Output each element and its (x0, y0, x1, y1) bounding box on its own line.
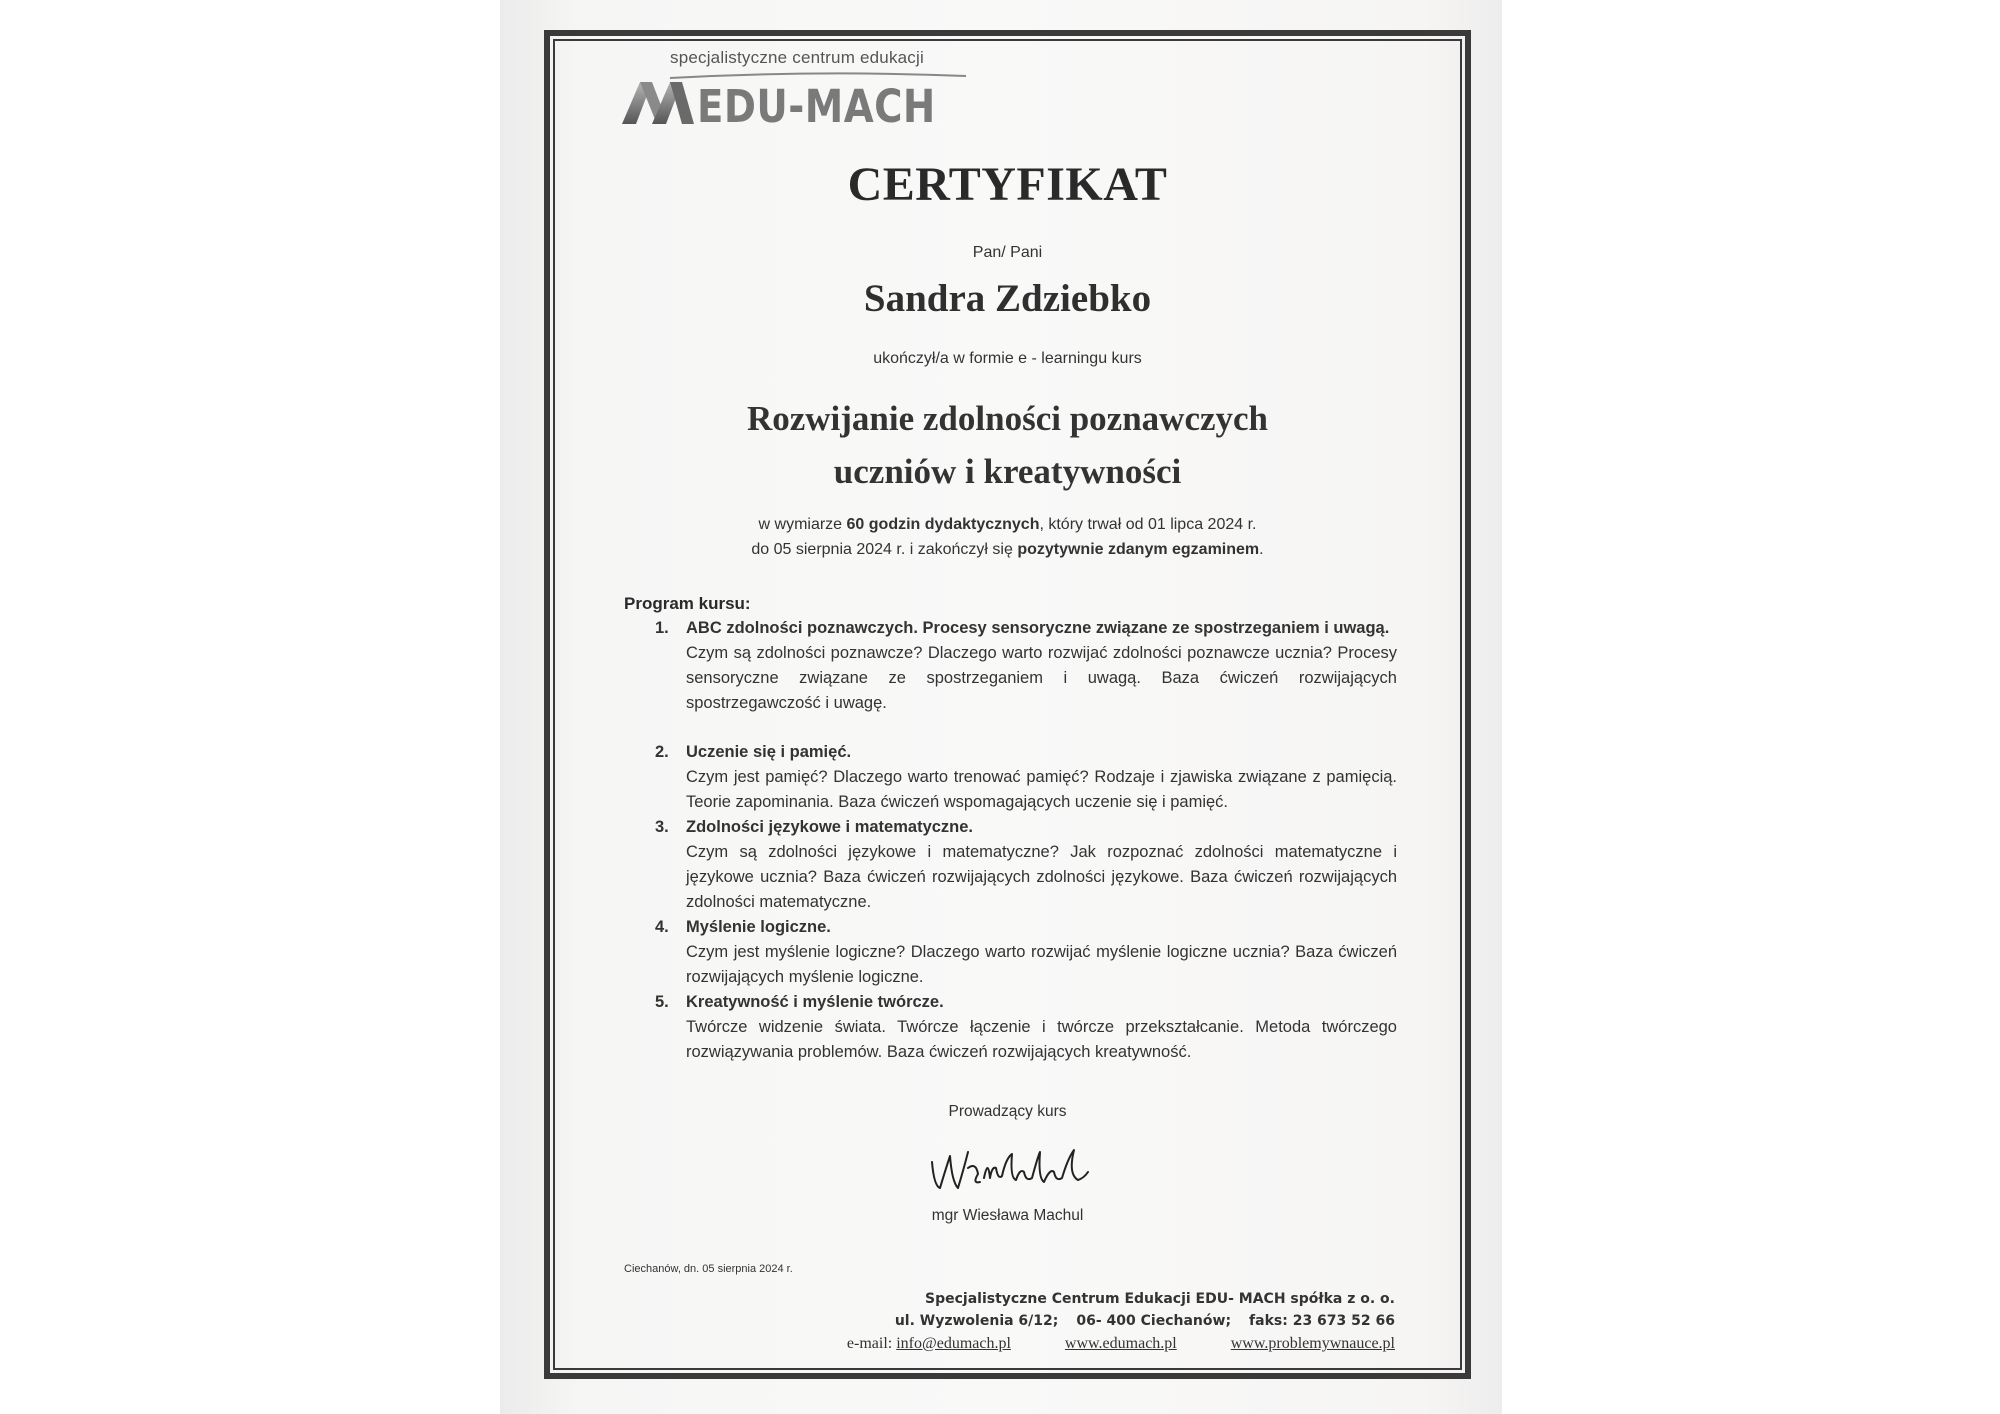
logo-mark-icon (622, 78, 702, 126)
company-address (877, 1313, 1395, 1329)
details-text: , który trwał od 01 lipca 2024 r. (1039, 516, 1257, 533)
company-name: Specjalistyczne Centrum Edukacji EDU- MACH spółka z o. o. (925, 1291, 1395, 1307)
module-description: Twórcze widzenie świata. Twórcze łączenie i twórcze przekształcanie. Metoda twórczego rozwiązywania problemów. Baza ćwiczeń rozwijających kreatywność. (686, 1017, 1397, 1061)
program-module (655, 990, 1397, 1065)
salutation: Pan/ Pani (972, 244, 1043, 261)
instructor-label: Prowadzący kurs (948, 1103, 1067, 1120)
email-link[interactable]: info@edumach.pl (896, 1335, 1011, 1352)
instructor-name: mgr Wiesława Machul (931, 1207, 1084, 1224)
module-number: 2. (655, 743, 669, 761)
result-text: pozytywnie zdanym egzaminem (1017, 541, 1260, 558)
module-number: 4. (655, 918, 669, 936)
course-details (553, 512, 1462, 562)
recipient-name: Sandra Zdziebko (863, 277, 1152, 320)
module-title: Myślenie logiczne. (686, 918, 831, 936)
module-number: 3. (655, 818, 669, 836)
program-module (655, 915, 1397, 990)
completion-text: ukończył/a w formie e - learningu kurs (873, 350, 1142, 367)
module-title: Zdolności językowe i matematyczne. (686, 818, 974, 836)
email-label: e-mail: (846, 1335, 893, 1352)
logo-tagline: specjalistyczne centrum edukacji (670, 48, 924, 67)
details-text: w wymiarze (758, 516, 847, 533)
certificate-title: CERTYFIKAT (847, 158, 1168, 211)
logo-name: EDU-MACH (697, 80, 936, 133)
website-link[interactable]: www.edumach.pl (1064, 1335, 1177, 1352)
contact-links (847, 1335, 1395, 1353)
address-street: ul. Wyzwolenia 6/12; (894, 1313, 1059, 1329)
website-link[interactable]: www.problemywnauce.pl (1230, 1335, 1395, 1352)
hours-text: 60 godzin dydaktycznych (846, 516, 1040, 533)
module-title: ABC zdolności poznawczych. Procesy sensoryczne związane ze spostrzeganiem i uwagą. (686, 619, 1390, 637)
module-description: Czym są zdolności poznawcze? Dlaczego warto rozwijać zdolności poznawcze ucznia? Procesy sensoryczne związane ze spostrzeganiem i uwagą. Baza ćwiczeń rozwijających spostrzegawczość i uwagę. (686, 643, 1397, 712)
module-title: Uczenie się i pamięć. (686, 743, 852, 761)
module-description: Czym jest myślenie logiczne? Dlaczego warto rozwijać myślenie logiczne ucznia? Baza ćwiczeń rozwijających myślenie logiczne. (686, 942, 1397, 986)
program-module (655, 740, 1397, 815)
module-number: 1. (655, 619, 669, 637)
details-text: do 05 sierpnia 2024 r. i zakończył się (751, 541, 1018, 558)
details-text: . (1259, 541, 1264, 558)
program-module (655, 616, 1397, 716)
module-number: 5. (655, 993, 669, 1011)
address-postal: 06- 400 Ciechanów; (1076, 1313, 1232, 1329)
place-date: Ciechanów, dn. 05 sierpnia 2024 r. (624, 1263, 793, 1275)
course-title-line: Rozwijanie zdolności poznawczych (746, 399, 1269, 438)
module-title: Kreatywność i myślenie twórcze. (686, 993, 944, 1011)
module-description: Czym jest pamięć? Dlaczego warto trenować pamięć? Rodzaje i zjawiska związane z pamięcią. Teorie zapominania. Baza ćwiczeń wspomagających uczenie się i pamięć. (686, 767, 1397, 811)
handwritten-signature (928, 1138, 1093, 1198)
course-title-line: uczniów i kreatywności (833, 452, 1182, 491)
course-title (553, 392, 1462, 498)
program-module (655, 815, 1397, 915)
module-description: Czym są zdolności językowe i matematyczne? Jak rozpoznać zdolności matematyczne i językowe ucznia? Baza ćwiczeń rozwijających zdolności językowe. Baza ćwiczeń rozwijających zdolności matematyczne. (686, 842, 1397, 911)
program-heading: Program kursu: (624, 594, 751, 613)
fax-number: faks: 23 673 52 66 (1249, 1313, 1395, 1329)
